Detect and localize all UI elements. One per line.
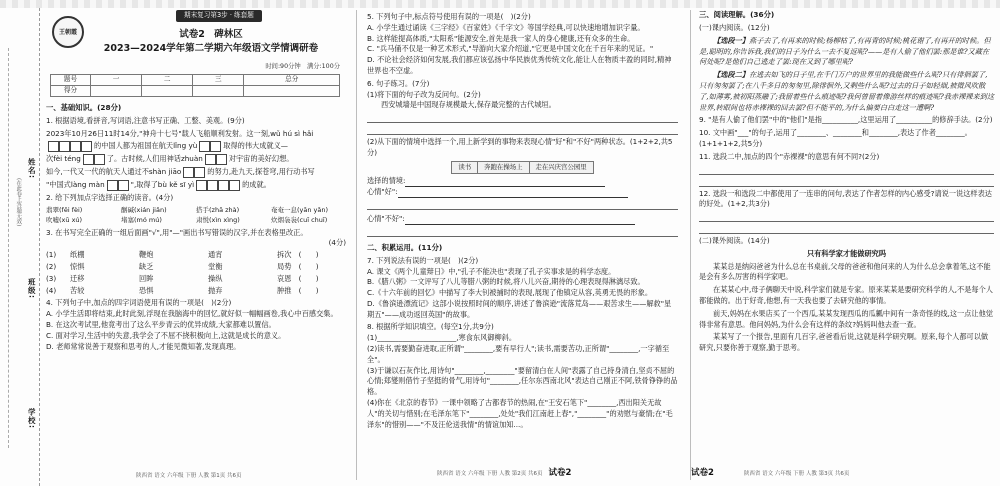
question-6: 6. 句子练习。(7分) xyxy=(367,78,430,88)
q1-text: 的中国人都为祖国在航天lǐng yù xyxy=(94,141,198,151)
passage-text: 在逃去如飞的日子里,在千门万户的世界里的我能做些什么呢?只有徘徊罢了,只有匆匆罢了;在八千多日的匆匆里,除徘徊外,又剩些什么呢?过去的日子如轻烟,被微风吹散了,如薄雾,被初阳蒸融了;我留着些什么痕迹呢?我何曾留着像游丝样的痕迹呢?我赤裸裸来到这世界,转眼间也将赤裸裸的回去罢?但不能平的,为什么偏要白白走这一遭啊? xyxy=(699,70,995,112)
scenario-option[interactable]: 走在兴庆宫公园里 xyxy=(529,161,593,174)
q1-text: 的成就。 xyxy=(242,180,271,190)
question-1: 1. 根据语境,看拼音,写词语,注意书写正确、工整、美观。(9分) xyxy=(46,115,245,125)
page-footer-2 xyxy=(437,467,571,480)
q8-part-2[interactable]: (2)读书,需要勤奋进取,正所谓"________,要有早行人";读书,需要苦功,正所谓"________,一字循至全"。 xyxy=(367,344,670,364)
q1-row-4 xyxy=(46,180,346,191)
q5-option-c[interactable]: C. "兵马俑不仅是一种艺术形式,"导游向大家介绍道,"它更是中国文化在千百年来的见证。" xyxy=(367,44,654,54)
answer-line[interactable] xyxy=(405,217,635,225)
q3-paren: ( xyxy=(298,250,302,260)
score-cell[interactable] xyxy=(244,85,340,96)
q6-bad-row xyxy=(367,214,678,225)
header-tag: 期末复习第3步 · 练套题 xyxy=(176,10,262,22)
question-11: 11. 选段二中,加点的四个"赤裸裸"的意思有何不同?(2分) xyxy=(699,151,880,161)
q7-option-a[interactable]: A. 课文《两个儿童辩日》中,"孔子不能决也"表现了孔子实事求是的科学态度。 xyxy=(367,266,616,276)
article-title: 只有科学家才能做研究吗 xyxy=(806,248,887,258)
question-4: 4. 下列句子中,加点的四字词语使用有误的一项是( )(2分) xyxy=(46,298,232,308)
q5-option-d[interactable]: D. 不论社会经济如何发展,我们都应该弘扬中华民族优秀传统文化,能让人在物质丰盈的同时,精神世界也不空虚。 xyxy=(367,55,672,75)
pinyin-option[interactable]: 酗碱(xián jiǎn) xyxy=(121,206,167,215)
pinyin-option[interactable]: 奄奄一息(yān yǎn) xyxy=(271,206,329,215)
q1-text: 对宇宙的美好幻想。 xyxy=(228,154,294,164)
q3-word: 迁移 xyxy=(70,273,85,283)
q4-option-c[interactable]: C. 面对学习,生活中的失意,我学会了不屈不挠积极向上,这就是成长的意义。 xyxy=(46,330,286,340)
question-10: 10. 文中画"___"的句子,运用了________、________和________,表达了作者________。(1+1+1+2,共5分) xyxy=(699,128,972,148)
q3-paren: ( xyxy=(298,262,302,272)
q3-word: 操纵 xyxy=(208,273,223,283)
footer-text: 陕西省 语文 六年级 下册 人教 第2页 共6页 xyxy=(437,471,543,478)
q1-text: 取得的伟大成就义— xyxy=(223,141,288,151)
q3-paren: ) xyxy=(315,273,319,283)
question-5: 5. 下列句子中,标点符号使用有误的一项是( )(2分) xyxy=(367,12,531,21)
section-2-title: 二、积累运用。(11分) xyxy=(367,242,443,252)
q3-paren: ) xyxy=(315,285,319,295)
pinyin-option[interactable]: 吹嘘(xū xú) xyxy=(46,215,83,224)
q5-option-b[interactable]: B. 这样能提高体质,"太阳系"能源安全,首先是我一家人的身心健康,还有众多的生命。 xyxy=(367,33,635,43)
score-head-cell: 三 xyxy=(193,74,244,85)
passage-2 xyxy=(699,70,994,113)
passage-1 xyxy=(699,36,994,68)
q1-text: 次fèi téng xyxy=(46,154,81,164)
question-12: 12. 选段一和选段二中都使用了一连串的问句,表达了作者怎样的内心感受?请说一说这样表达的好处。(1+2,共3分) xyxy=(699,188,992,209)
binding-school-label: 学校: xyxy=(27,408,37,429)
pinyin-option[interactable]: 搭手(zhā zhà) xyxy=(196,206,240,215)
passage-text: 燕子去了,有再来的时候;杨柳枯了,有再青的时候;桃花谢了,有再开的时候。但是,聪明的,你告诉我,我们的日子为什么一去不复返呢?——是有人偷了他们罢:那是谁?又藏在何处呢?是他们自己逃走了罢:现在又到了哪里呢? xyxy=(699,35,991,67)
q3-word: 纸棚 xyxy=(70,250,85,260)
q3-last xyxy=(277,250,346,261)
answer-boxes[interactable] xyxy=(196,180,240,191)
publisher-logo: 王朝霞 xyxy=(52,16,84,48)
q6-choose-label: 选择的情境: xyxy=(367,176,406,186)
score-cell[interactable] xyxy=(91,85,142,96)
footer-text: 陕西省 语文 六年级 下册 人教 第3页 共6页 xyxy=(743,471,850,478)
q3-row xyxy=(46,286,346,297)
q3-paren: ) xyxy=(315,262,319,272)
binding-name-label: 姓名: xyxy=(27,158,37,179)
answer-line[interactable] xyxy=(699,213,994,222)
answer-line[interactable] xyxy=(367,114,678,123)
answer-boxes[interactable] xyxy=(107,180,129,191)
q3-word: 哀恩 xyxy=(277,273,292,283)
q1-text: "中国式làng màn xyxy=(46,180,105,190)
q3-row xyxy=(46,250,346,261)
q3-word: 鞭炮 xyxy=(139,250,154,260)
q3-word: 通宵 xyxy=(208,250,223,260)
section-3-title: 三、阅读理解。(36分) xyxy=(699,10,775,19)
q7-option-b[interactable]: B.《腊八粥》一文评写了八儿等腊八粥的时候,将八儿兴奋,期待的心理表现得淋漓尽致。 xyxy=(367,277,645,287)
score-head-cell: 一 xyxy=(91,74,142,85)
page-footer-3 xyxy=(691,467,849,480)
q4-option-b[interactable]: B. 在这次考试里,他竟考出了这么平步青云的优异成绩,大家都难以置信。 xyxy=(46,320,276,330)
passage-label: 【选段一】 xyxy=(713,35,749,45)
q3-paren: ) xyxy=(315,250,319,260)
q6-part-1: (1)将下面的句子改为反问句。(2分) xyxy=(367,89,481,99)
answer-boxes[interactable] xyxy=(183,167,205,178)
q7-option-c[interactable]: C.《十六年前的回忆》中描写了李大钊被捕时的表现,展现了他镇定从容,英勇无畏的形象。 xyxy=(367,288,653,298)
q6-part-2: (2)从下面的情境中选择一个,用上新学到的事物来表现心情"好"和"不好"两种状态。(1+2+2,共5分) xyxy=(367,137,673,157)
question-3: 3. 在书写完全正确的一组后面画"√",用"—"画出书写错误的汉字,并在表格里改正。 xyxy=(46,227,308,237)
q1-text: 的努力,赴九天,探苍穹,用行动书写 xyxy=(207,167,315,177)
binding-note: (在此卷上答题无效) xyxy=(15,178,22,227)
score-head-cell: 二 xyxy=(142,74,193,85)
page-column-3 xyxy=(690,10,994,480)
article-paragraph: 某某总是纳闷爸爸为什么总在书桌前,父母的爸爸和他问来的人为什么总会拿着笔,这不能是会有多么厉害的科学家吧。 xyxy=(699,261,991,282)
q3-word: 苦较 xyxy=(70,285,85,295)
q6-sentence: 西安城墙是中国现存规模最大,保存最完整的古代城垣。 xyxy=(381,100,556,110)
answer-line[interactable] xyxy=(699,178,994,187)
q3-index: (3) xyxy=(46,273,57,283)
q3-score: (4分) xyxy=(328,238,346,248)
section-1-title: 一、基础知识。(28分) xyxy=(46,102,122,112)
q3-word: 回眸 xyxy=(139,273,154,283)
article-paragraph: 前天,妈妈在水果店买了一个西瓜,某某发现西瓜的瓜瓤中间有一条奇怪的线,这一点让他觉得非常有意思。他问妈妈,为什么会有这样的条纹?妈妈叫他去查一查。 xyxy=(699,308,993,329)
q8-part-1[interactable]: (1)______________________,寒食东风御柳斜。 xyxy=(367,333,517,343)
q1-row-3 xyxy=(46,167,346,178)
q3-word: 缺乏 xyxy=(139,262,154,272)
q1-row-2 xyxy=(46,154,346,165)
q3-row xyxy=(46,274,346,285)
question-2: 2. 给下列加点字选择正确的读音。(4分) xyxy=(46,193,174,203)
q3-word: 惊惧 xyxy=(70,262,85,272)
q6-good-label: 心情"好": xyxy=(367,187,398,197)
q1-text: 如今,一代又一代的航天人通过不shàn jiāo xyxy=(46,167,182,177)
reading-subsection-1: (一)课内阅读。(12分) xyxy=(699,22,770,32)
article-paragraph: 在某某心中,母子俩聊天中说,科学家们就是专家。原来某某是要研究科学的人,不是每个人都能做的。出于好奇,他想,有一天我也要了去研究他的事情。 xyxy=(699,285,993,306)
exam-subtitle: 2023—2024学年第二学期六年级语文学情调研卷 xyxy=(103,43,319,55)
q1-row-1 xyxy=(46,141,346,152)
answer-line[interactable] xyxy=(699,225,994,234)
q3-last xyxy=(277,274,346,285)
page-column-2 xyxy=(356,10,678,480)
q2-options xyxy=(46,206,346,226)
page-column-1 xyxy=(46,10,346,480)
answer-line[interactable] xyxy=(699,166,994,175)
q3-last xyxy=(277,286,346,297)
q8-part-3[interactable]: (3)于谦以石灰作比,用诗句"________,________"要留清白在人间"表露了自己持身清白,坚贞不屈的心情;郑燮则借竹子坚挺的骨气,用诗句"________,任尔东西南北风"表达自己刚正不阿,铁骨铮铮的品格。 xyxy=(367,365,678,397)
q4-option-a[interactable]: A. 小学生活即将结束,此时此刻,浮现在我脑海中的回忆,就好似一幅幅画卷,我心中百感交集。 xyxy=(46,309,338,319)
q3-index: (4) xyxy=(46,285,57,295)
answer-boxes[interactable] xyxy=(83,154,105,165)
answer-line[interactable] xyxy=(367,126,678,135)
question-9: 9. "是有人偷了他们罢"中的"他们"是指__________,这里运用了__________的修辞手法。(2分) xyxy=(699,115,993,125)
question-7: 7. 下列说法有误的一项是( )(2分) xyxy=(367,255,479,265)
footer-text: 陕西省 语文 六年级 下册 人教 第1页 共6页 xyxy=(136,472,242,479)
answer-boxes[interactable] xyxy=(48,141,92,152)
q5-option-a[interactable]: A. 小学生通过诵读《三字经》《百家姓》《千字文》等国学经典,可以快速地增加识字量。 xyxy=(367,22,645,32)
scenario-option[interactable]: 读书 xyxy=(452,161,478,174)
q3-word: 局势 xyxy=(277,262,292,272)
cut-line xyxy=(8,48,9,448)
score-row-label: 得分 xyxy=(51,85,91,96)
paper-mark: 试卷2 xyxy=(691,468,714,479)
q8-part-4[interactable]: (4)你在《北京的春节》一课中领略了古都春节的热闹,在"王安石笔下"________,西出阳关无故人"的关切与惜别;在毛泽东笔下"________,处处"我们江南赶上春","________"的劝慰与豪情;在"毛泽东"的惜别——"不及汪伦送我情"的情谊加知...。 xyxy=(367,398,673,429)
exam-title: 试卷2 碑林区 xyxy=(179,28,243,40)
answer-line[interactable] xyxy=(367,201,678,210)
reading-subsection-2: (二)课外阅读。(14分) xyxy=(699,236,770,246)
q6-choose-row xyxy=(367,176,678,187)
q3-rows xyxy=(46,250,346,296)
torn-edge xyxy=(0,0,1000,8)
q1-text: 了。古时候,人们用神话zhuàn xyxy=(106,154,203,164)
question-8: 8. 根据所学知识填空。(每空1分,共9分) xyxy=(367,322,494,332)
answer-boxes[interactable] xyxy=(199,141,221,152)
scenario-option[interactable]: 奔跑在操场上 xyxy=(478,161,529,174)
score-head-cell: 题号 xyxy=(51,74,91,85)
q3-index: (1) xyxy=(46,250,57,260)
answer-boxes[interactable] xyxy=(205,154,227,165)
q6-options-table xyxy=(451,161,593,175)
q1-text: ",取得了bù kě sī yì xyxy=(130,180,195,190)
q3-paren: ( xyxy=(298,273,302,283)
binding-class-label: 班级: xyxy=(27,278,37,299)
pinyin-option[interactable]: 堵塞(mó mú) xyxy=(121,215,162,224)
article-paragraph: 某某写了一个报告,里面有几百字,爸爸看后说,这就是科学研究啊。原来,每个人都可以做研究,只要你善于观察,勤于思考。 xyxy=(699,332,989,353)
score-head-cell: 总分 xyxy=(244,74,340,85)
q3-word: 抛弃 xyxy=(208,285,223,295)
q7-option-d[interactable]: D.《鲁滨逊漂流记》这部小说按照时间的顺序,讲述了鲁滨逊"流落荒岛——艰苦求生——解救"星期五"——成功返回英国"的故事。 xyxy=(367,298,672,319)
score-cell[interactable] xyxy=(142,85,193,96)
score-table xyxy=(50,74,340,97)
answer-line[interactable] xyxy=(398,190,628,198)
pinyin-option[interactable]: 翡翠(fěi fèi) xyxy=(46,206,83,215)
passage-label: 【选段二】 xyxy=(713,70,749,80)
time-info: 时间:90分钟 满分:100分 xyxy=(265,63,340,71)
paper-mark: 试卷2 xyxy=(548,468,572,479)
q3-word: 堂衡 xyxy=(208,262,223,272)
q3-word: 恐惧 xyxy=(139,285,154,295)
page-footer-1 xyxy=(136,472,242,480)
answer-line[interactable] xyxy=(367,228,678,237)
q6-bad-label: 心情"不好": xyxy=(367,213,405,223)
q3-last xyxy=(277,262,346,273)
pinyin-option[interactable]: 肃悦(xìn xìng) xyxy=(196,215,240,224)
binding-strip xyxy=(0,8,40,486)
q3-index: (2) xyxy=(46,262,57,272)
pinyin-option[interactable]: 炊烟袅袅(cuī chuī) xyxy=(271,215,328,224)
q1-paragraph-1: 2023年10月26日11时14分,"神舟十七号"载人飞船顺利发射。这一刻,wǔ hú sì hǎi xyxy=(46,128,314,138)
q3-word: 肿推 xyxy=(277,285,292,295)
score-cell[interactable] xyxy=(193,85,244,96)
q3-row xyxy=(46,262,346,273)
answer-line[interactable] xyxy=(405,179,605,187)
q3-word: 拆次 xyxy=(277,250,292,260)
q4-option-d[interactable]: D. 老师常常说善于观察和思考的人,才能见微知著,发现真理。 xyxy=(46,341,241,351)
q3-paren: ( xyxy=(298,285,302,295)
q6-good-row xyxy=(367,187,678,198)
